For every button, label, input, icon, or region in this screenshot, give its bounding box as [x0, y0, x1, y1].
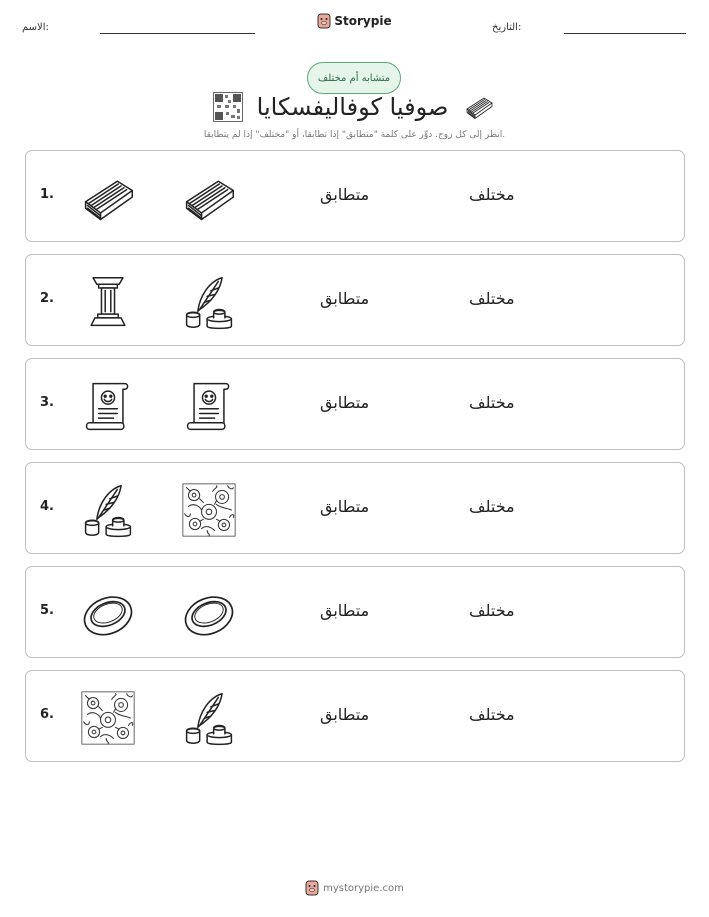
scroll-icon	[80, 378, 136, 434]
scroll-icon	[181, 378, 237, 434]
ring-icon	[80, 586, 136, 642]
title-block	[0, 92, 709, 126]
floral-pattern-icon	[181, 482, 237, 538]
option-same[interactable]: متطابق	[320, 393, 370, 412]
row-number: 4.	[40, 499, 54, 514]
option-different[interactable]: مختلف	[469, 393, 515, 412]
option-same[interactable]: متطابق	[320, 289, 370, 308]
brand	[0, 13, 709, 33]
pair-row-4	[25, 462, 685, 554]
footer-url[interactable]: mystorypie.com	[323, 882, 404, 894]
book-icon	[181, 170, 237, 226]
name-label: الاسم:	[22, 22, 49, 33]
quill-inkwell-icon	[181, 274, 237, 330]
option-same[interactable]: متطابق	[320, 601, 370, 620]
instructions: انظر إلى كل زوج. دوِّر على كلمة "متطابق" إذا تطابقا، أو "مختلف" إذا لم يتطابقا.	[203, 130, 506, 140]
brand-name: Storypie	[334, 14, 392, 28]
quill-inkwell-icon	[181, 690, 237, 746]
option-different[interactable]: مختلف	[469, 185, 515, 204]
row-number: 3.	[40, 395, 54, 410]
row-number: 5.	[40, 603, 54, 618]
pair-row-1	[25, 150, 685, 242]
pig-icon	[305, 880, 319, 896]
option-same[interactable]: متطابق	[320, 185, 370, 204]
pig-icon	[317, 13, 331, 29]
pair-row-2	[25, 254, 685, 346]
option-same[interactable]: متطابق	[320, 497, 370, 516]
option-different[interactable]: مختلف	[469, 497, 515, 516]
quill-inkwell-icon	[80, 482, 136, 538]
book-icon	[80, 170, 136, 226]
pair-row-6	[25, 670, 685, 762]
qr-code-icon	[213, 92, 243, 122]
floral-pattern-icon	[80, 690, 136, 746]
ring-icon	[181, 586, 237, 642]
page-title: صوفيا كوفاليفسكايا	[256, 93, 449, 121]
row-number: 6.	[40, 707, 54, 722]
name-line[interactable]	[100, 33, 255, 34]
footer	[0, 880, 709, 900]
row-number: 2.	[40, 291, 54, 306]
date-line[interactable]	[564, 33, 686, 34]
option-same[interactable]: متطابق	[320, 705, 370, 724]
pair-row-5	[25, 566, 685, 658]
row-number: 1.	[40, 187, 54, 202]
option-different[interactable]: مختلف	[469, 601, 515, 620]
option-different[interactable]: مختلف	[469, 289, 515, 308]
book-icon	[462, 92, 496, 122]
date-label: التاريخ:	[492, 22, 522, 33]
pedestal-icon	[80, 274, 136, 330]
option-different[interactable]: مختلف	[469, 705, 515, 724]
pair-row-3	[25, 358, 685, 450]
worksheet-type-badge: متشابه أم مختلف	[307, 62, 401, 94]
